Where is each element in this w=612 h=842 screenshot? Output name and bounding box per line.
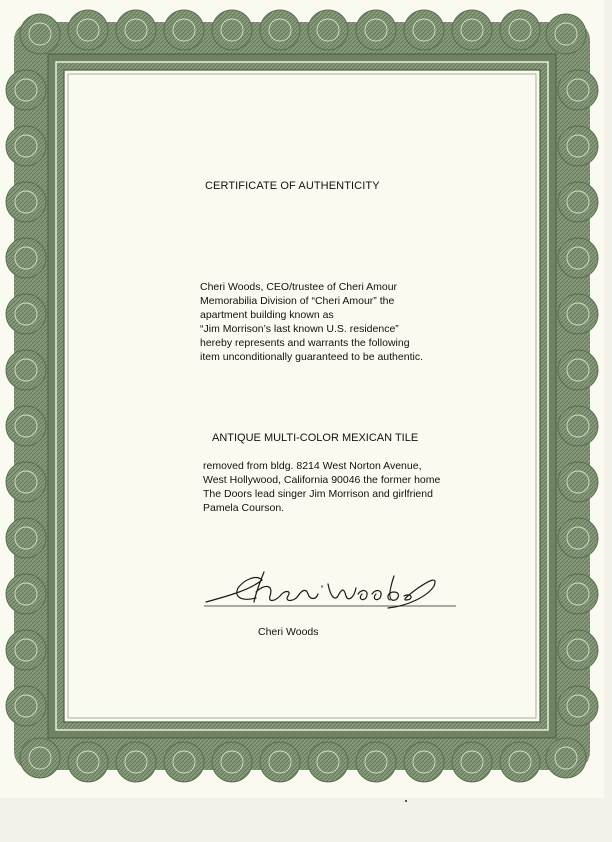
handwritten-signature	[198, 562, 458, 618]
authenticity-statement	[200, 280, 500, 364]
statement-line: “Jim Morrison’s last known U.S. residence”	[200, 323, 399, 335]
scan-speck	[405, 800, 407, 802]
item-name: ANTIQUE MULTI-COLOR MEXICAN TILE	[212, 432, 419, 444]
statement-line: apartment building known as	[200, 309, 334, 321]
item-description	[203, 459, 503, 515]
statement-line: item unconditionally guaranteed to be authentic.	[200, 351, 423, 363]
description-line: West Hollywood, California 90046 the former home	[203, 474, 441, 486]
statement-line: Memorabilia Division of “Cheri Amour” the	[200, 295, 395, 307]
description-line: removed from bldg. 8214 West Norton Avenue,	[203, 460, 422, 472]
description-line: Pamela Courson.	[203, 502, 285, 514]
statement-line: Cheri Woods, CEO/trustee of Cheri Amour	[200, 281, 398, 293]
signer-name: Cheri Woods	[258, 626, 319, 638]
certificate-title: CERTIFICATE OF AUTHENTICITY	[205, 180, 380, 192]
statement-line: hereby represents and warrants the following	[200, 337, 410, 349]
description-line: The Doors lead singer Jim Morrison and girlfriend	[203, 488, 433, 500]
